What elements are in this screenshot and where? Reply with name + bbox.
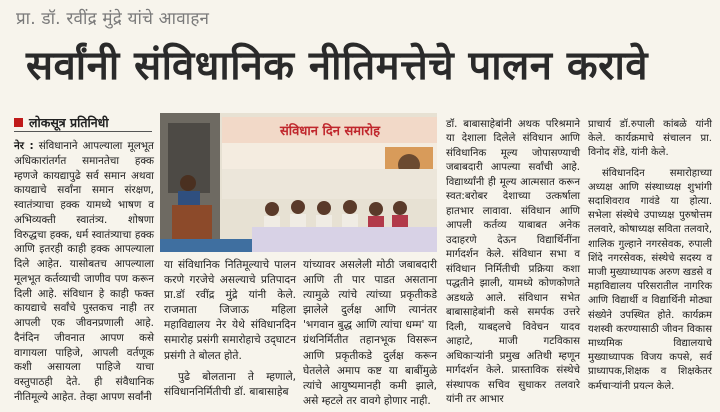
article-column-5 [588,118,712,394]
square-bullet-icon [14,118,23,127]
byline [14,114,109,131]
column-1-text: संविधानाने आपल्याला मूलभूत अधिकारांतर्गत समानतेचा हक्क म्हणजे कायद्यापुढे सर्व समान अथवा कायद्याचे सर्वांना समान संरक्षण, स्वातंत्र्याचा हक्क यामध्ये भाषण व अभिव्यक्ती स्वातंत्र्य. शोषणा विरुद्धचा हक्क, धर्म स्वातंत्र्याचा हक्क आणि इतरही काही हक्क आपल्याला दिले आहेत. यासोबतच आपल्याला मूलभूत कर्तव्याची जाणीव पण करून दिली आहे. संविधान हे काही फक्त कायद्याचे सर्वांचे पुस्तकच नाही तर आपली एक जीवनप्रणाली आहे. दैनंदिन जीवनात आपण कसे वागायला पाहिजे, आपली वर्तणूक कशी असायला पाहिजे याचा वस्तुपाठही देते. ही संवैधानिक नीतिमूल्ये आहेत. तेव्हा आपण सर्वांनी [14,140,154,404]
byline-rule [14,131,152,132]
dateline: नेर : [14,140,34,152]
column-5-text: प्राचार्य डॉ.रुपाली कांबळे यांनी केले. कार्यक्रमाचे संचालन प्रा. विनोद शेंडे, यांनी केले. [588,119,712,159]
column-4-text: डॉ. बाबासाहेबांनी अथक परिश्रमाने या देशाला दिलेले संविधान आणि संविधानिक मूल्य जोपासण्याची जबाबदारी आपल्या सर्वांची आहे. विद्यार्थ्यांनी ही मूल्य आत्मसात करून स्वत:बरोबर देशाच्या उत्कर्षाला हातभार लावावा. संविधान आणि आपली कर्तव्य याबाबत अनेक उदाहरणे देऊन विद्यार्थिनींना मार्गदर्शन केले. संविधान सभा व संविधान निर्मितीची प्रक्रिया कशा पद्धतीने झाली, यामध्ये कोणकोणते अडथळे आले. संविधान सभेत बाबासाहेबांनी कसे समर्पक उत्तरे दिली, याबद्दलचे विवेचन यादव आहाटे, माजी गटविकास अधिकाऱ्यांनी प्रमुख अतिथी म्हणून मार्गदर्शन केले. प्रास्ताविक संस्थेचे संस्थापक सचिव सुधाकर तलवारे यांनी तर आभार [446,119,580,406]
article-column-4 [446,118,580,408]
photo-banner-text: संविधान दिन समारोह [279,124,381,139]
article-column-2 [164,258,296,400]
article-headline: सर्वांनी संविधानिक नीतिमत्तेचे पालन करावे [26,43,649,89]
column-5-paragraph: संविधानदिन समारोहाच्या अध्यक्ष आणि संस्थाध्यक्ष शुभांगी सदाशिवराव गावंडे या होत्या. सभेला संस्थेचे उपाध्यक्ष पुरुषोत्तम तलवारे, कोषाध्यक्ष सविता तलवारे, शालिक गुल्हाने नगरसेवक, रुपाली शिंदे नगरसेवक, संस्थेचे सदस्य व माजी मुख्याध्यापक अरुण खडसे व महाविद्यालय परिसरातील नागरिक आणि विद्यार्थी व विद्यार्थिनी मोठ्या संख्येने उपस्थित होते. कार्यक्रम यशस्वी करण्यासाठी जीवन विकास माध्यमिक विद्यालयाचे मुख्याध्यापक विजय कपसे, सर्व प्राध्यापक,शिक्षक व शिक्षकेतर कर्मचाऱ्यांनी प्रयत्न केले. [588,167,712,392]
byline-text: लोकसूत्र प्रतिनिधी [29,115,109,130]
article-column-3 [303,258,437,409]
event-photo [160,113,437,252]
column-2-text: या संविधानिक नितिमूल्याचे पालन करणे गरजेचे असल्याचे प्रतिपादन प्रा.डॉ रवींद्र मुंद्रे यांनी केले. राजमाता जिजाऊ महिला महाविद्यालय नेर येथे संविधानदिन समारोह प्रसंगी समारोहाचे उद्‌घाटन प्रसंगी ते बोलत होते. [164,259,296,362]
article-kicker: प्रा. डॉ. रवींद्र मुंद्रे यांचे आवाहन [16,9,210,29]
column-2-paragraph: पुढे बोलताना ते म्हणाले, संविधाननिर्मितीची डॉ. बाबासाहेब [164,370,296,398]
column-3-text: यांच्यावर असलेली मोठी जबाबदारी आणि ती पार पाडत असताना त्यामुळे त्यांचे त्यांच्या प्रकृतीकडे झालेले दुर्लक्ष आणि त्यानंतर 'भगवान बुद्ध आणि त्यांचा धम्म' या ग्रंथनिर्मितीत तहानभूक विसरून आणि प्रकृतीकडे दुर्लक्ष करून घेतलेले अमाप कष्ट या बाबींमुळे त्यांचे आयुष्यमानही कमी झाले, असे म्हटले तर वावगे होणार नाही. [303,259,437,407]
article-column-1 [14,139,154,405]
event-photo-image [160,113,437,252]
